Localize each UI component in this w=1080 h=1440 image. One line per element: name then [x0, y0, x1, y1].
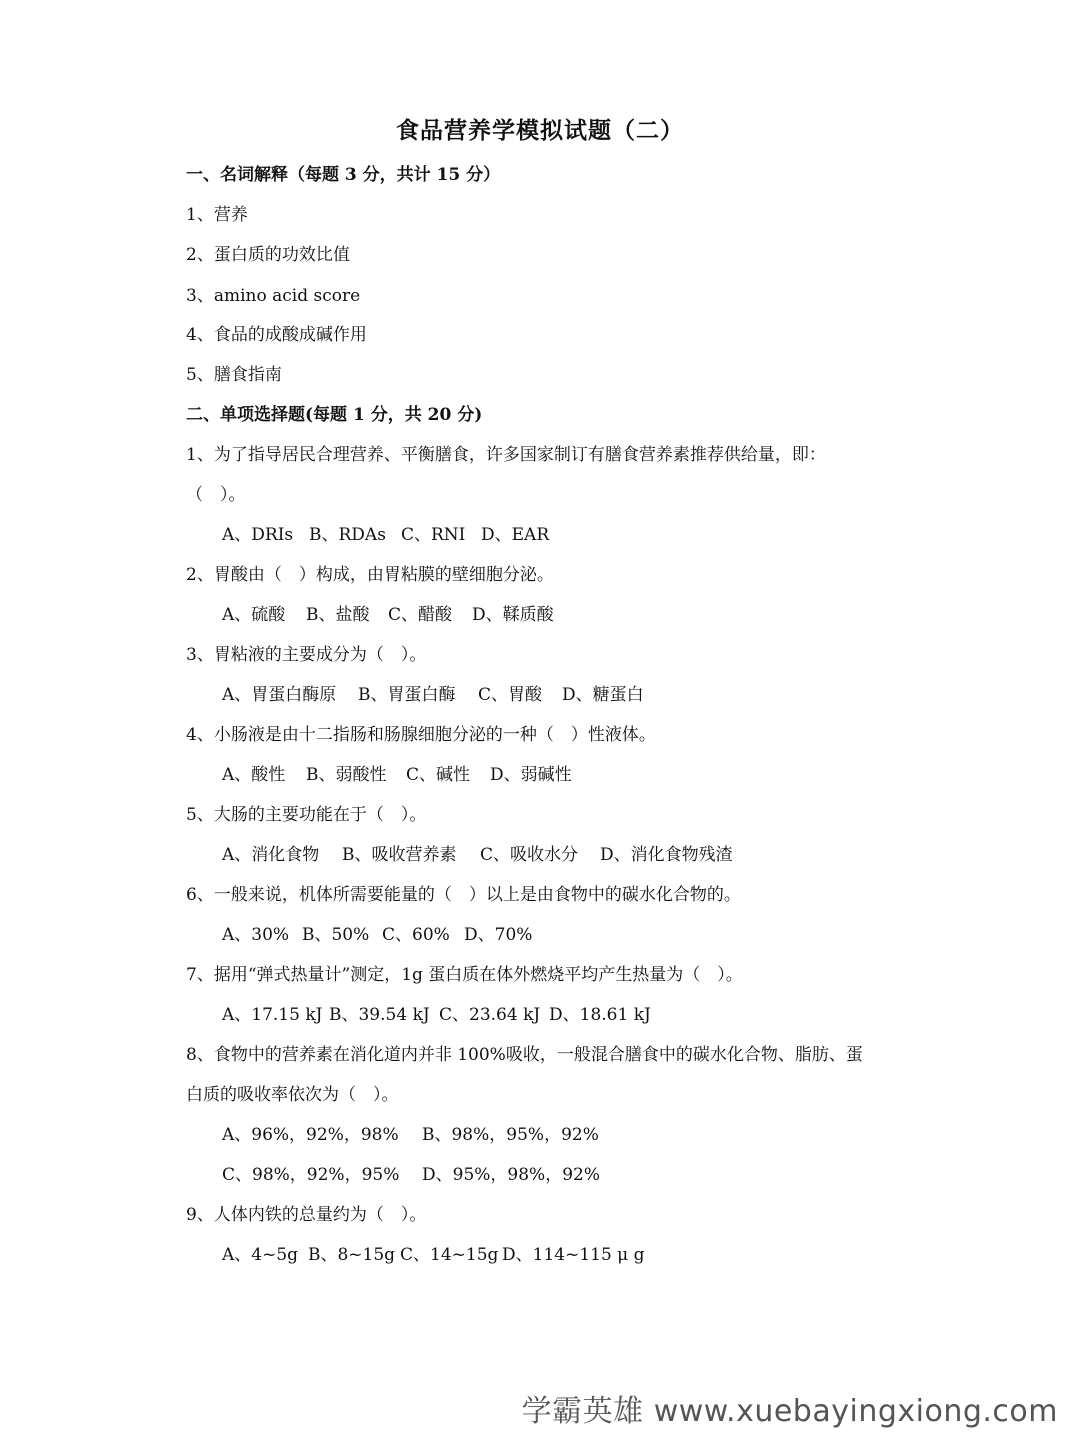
question-text-cont: 白质的吸收率依次为（ ）。	[186, 1085, 399, 1105]
option: A、酸性	[222, 765, 286, 785]
option: D、70%	[464, 925, 533, 945]
question-options	[222, 923, 532, 947]
question-options	[222, 1243, 645, 1267]
option: B、弱酸性	[306, 765, 387, 785]
definition-item: 3、amino acid score	[186, 286, 361, 306]
option: B、胃蛋白酶	[358, 685, 456, 705]
question-text: 9、人体内铁的总量约为（ ）。	[186, 1205, 427, 1225]
option: B、盐酸	[306, 605, 370, 625]
option: C、14~15g	[400, 1245, 499, 1265]
option: A、4~5g	[222, 1245, 299, 1265]
page-title: 食品营养学模拟试题（二）	[396, 117, 684, 144]
option: A、DRIs	[222, 525, 294, 545]
option: B、吸收营养素	[342, 845, 457, 865]
option: D、弱碱性	[490, 765, 572, 785]
option: C、RNI	[401, 525, 466, 545]
option: B、8~15g	[308, 1245, 396, 1265]
definition-item: 2、蛋白质的功效比值	[186, 245, 350, 265]
option: D、95%，98%，92%	[422, 1165, 600, 1185]
question-text: 5、大肠的主要功能在于（ ）。	[186, 805, 427, 825]
question-options	[222, 1003, 651, 1027]
option: B、98%，95%，92%	[422, 1125, 599, 1145]
question-text: 2、胃酸由（ ）构成，由胃粘膜的壁细胞分泌。	[186, 565, 554, 585]
option: C、98%，92%，95%	[222, 1165, 400, 1185]
option: C、醋酸	[388, 605, 453, 625]
option: D、114~115 μ g	[502, 1245, 645, 1265]
option: A、17.15 kJ	[222, 1005, 323, 1025]
definition-item: 1、营养	[186, 205, 248, 225]
option: B、39.54 kJ	[329, 1005, 430, 1025]
question-text: 6、一般来说，机体所需要能量的（ ）以上是由食物中的碳水化合物的。	[186, 885, 741, 905]
option: D、糖蛋白	[562, 685, 644, 705]
question-text-cont: （ ）。	[186, 485, 246, 505]
option: B、RDAs	[309, 525, 386, 545]
question-text: 8、食物中的营养素在消化道内并非 100%吸收，一般混合膳食中的碳水化合物、脂肪、蛋	[186, 1045, 863, 1065]
question-options	[222, 683, 644, 707]
question-options	[222, 523, 549, 547]
question-text: 7、据用“弹式热量计”测定，1g 蛋白质在体外燃烧平均产生热量为（ ）。	[186, 965, 743, 985]
option: D、EAR	[481, 525, 550, 545]
question-text: 4、小肠液是由十二指肠和肠腺细胞分泌的一种（ ）性液体。	[186, 725, 656, 745]
option: C、23.64 kJ	[439, 1005, 541, 1025]
question-options	[222, 603, 554, 627]
option: B、50%	[302, 925, 370, 945]
question-options	[222, 1163, 600, 1187]
definition-item: 5、膳食指南	[186, 365, 282, 385]
option: D、18.61 kJ	[549, 1005, 651, 1025]
question-options	[222, 843, 733, 867]
question-options	[222, 1123, 599, 1147]
option: A、30%	[222, 925, 290, 945]
option: D、消化食物残渣	[600, 845, 733, 865]
section-heading-choice: 二、单项选择题(每题 1 分，共 20 分)	[186, 405, 483, 425]
question-options	[222, 763, 572, 787]
option: D、鞣质酸	[472, 605, 554, 625]
option: C、60%	[382, 925, 450, 945]
watermark: 学霸英雄 www.xuebayingxiong.com	[521, 1394, 1058, 1429]
option: C、碱性	[406, 765, 471, 785]
question-text: 3、胃粘液的主要成分为（ ）。	[186, 645, 427, 665]
option: A、96%，92%，98%	[222, 1125, 399, 1145]
definition-item: 4、食品的成酸成碱作用	[186, 325, 367, 345]
option: A、消化食物	[222, 845, 320, 865]
question-text: 1、为了指导居民合理营养、平衡膳食，许多国家制订有膳食营养素推荐供给量，即：	[186, 445, 826, 465]
option: C、吸收水分	[480, 845, 579, 865]
option: A、硫酸	[222, 605, 286, 625]
option: A、胃蛋白酶原	[222, 685, 337, 705]
option: C、胃酸	[478, 685, 543, 705]
section-heading-definitions: 一、名词解释（每题 3 分，共计 15 分）	[186, 165, 501, 185]
